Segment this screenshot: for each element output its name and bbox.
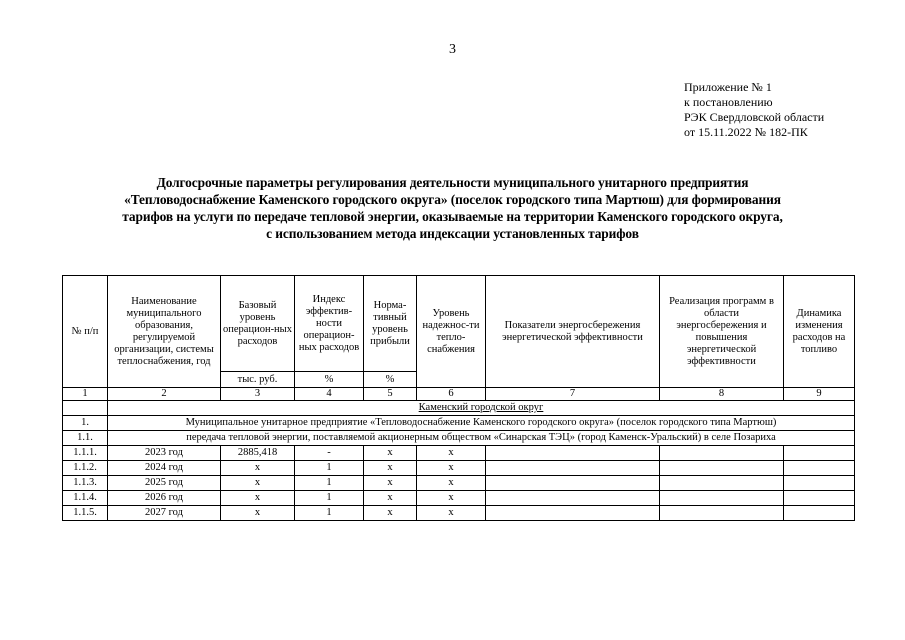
row-number: 1.1.4. — [63, 491, 108, 506]
header-row — [63, 276, 855, 372]
row-year: 2026 год — [108, 491, 221, 506]
row-reliability: х — [417, 446, 486, 461]
row-base-opex: 2885,418 — [221, 446, 295, 461]
table-row — [63, 461, 855, 476]
header-profit-level: Норма-тивный уровень прибыли — [364, 276, 417, 372]
org-row — [63, 416, 855, 431]
header-efficiency-index: Индекс эффектив-ности операцион-ных расходов — [295, 276, 364, 372]
row-year: 2027 год — [108, 506, 221, 521]
row-profit-level: х — [364, 446, 417, 461]
unit-profit-level: % — [364, 372, 417, 388]
row-reliability: х — [417, 491, 486, 506]
row-number: 1.1.2. — [63, 461, 108, 476]
row-profit-level: х — [364, 506, 417, 521]
row-year: 2025 год — [108, 476, 221, 491]
appendix-line: РЭК Свердловской области — [684, 110, 825, 124]
system-row — [63, 431, 855, 446]
system-name: передача тепловой энергии, поставляемой акционерным обществом «Синарская ТЭЦ» (город Каменск-Уральский) в селе Позариха — [108, 431, 855, 446]
column-number: 8 — [660, 388, 784, 401]
row-reliability: х — [417, 461, 486, 476]
row-base-opex: х — [221, 506, 295, 521]
row-number: 1. — [63, 416, 108, 431]
document-title — [60, 174, 845, 242]
row-year: 2024 год — [108, 461, 221, 476]
column-number: 5 — [364, 388, 417, 401]
row-number: 1.1.5. — [63, 506, 108, 521]
row-base-opex: х — [221, 461, 295, 476]
column-number: 4 — [295, 388, 364, 401]
section-title: Каменский городской округ — [108, 401, 855, 416]
header-energy-saving: Показатели энергосбережения энергетической эффективности — [486, 276, 660, 388]
header-number: № п/п — [63, 276, 108, 388]
header-name: Наименование муниципального образования, регулируемой организации, системы теплоснабжения, год — [108, 276, 221, 388]
row-efficiency-index: 1 — [295, 491, 364, 506]
column-number: 1 — [63, 388, 108, 401]
table-row — [63, 506, 855, 521]
row-reliability: х — [417, 506, 486, 521]
row-base-opex: х — [221, 476, 295, 491]
row-efficiency-index: 1 — [295, 461, 364, 476]
title-line: с использованием метода индексации установленных тарифов — [266, 226, 639, 241]
title-line: «Тепловодоснабжение Каменского городского округа» (поселок городского типа Мартюш) для формирования — [124, 192, 781, 207]
appendix-block — [684, 80, 824, 140]
column-number: 7 — [486, 388, 660, 401]
title-line: тарифов на услуги по передаче тепловой энергии, оказываемые на территории Каменского городского округа, — [122, 209, 783, 224]
header-base-opex: Базовый уровень операцион-ных расходов — [221, 276, 295, 372]
title-line: Долгосрочные параметры регулирования деятельности муниципального унитарного предприятия — [156, 175, 749, 190]
unit-efficiency-index: % — [295, 372, 364, 388]
row-efficiency-index: - — [295, 446, 364, 461]
appendix-line: к постановлению — [684, 95, 773, 109]
row-base-opex: х — [221, 491, 295, 506]
table-row — [63, 476, 855, 491]
table-row — [63, 491, 855, 506]
unit-base-opex: тыс. руб. — [221, 372, 295, 388]
header-programs: Реализация программ в области энергосбережения и повышения энергетической эффективности — [660, 276, 784, 388]
header-fuel-dynamics: Динамика изменения расходов на топливо — [784, 276, 855, 388]
column-number: 9 — [784, 388, 855, 401]
header-reliability: Уровень надежнос-ти тепло-снабжения — [417, 276, 486, 388]
row-year: 2023 год — [108, 446, 221, 461]
row-profit-level: х — [364, 476, 417, 491]
parameters-table — [62, 275, 855, 521]
org-name: Муниципальное унитарное предприятие «Тепловодоснабжение Каменского городского округа» (поселок городского типа Мартюш) — [108, 416, 855, 431]
row-efficiency-index: 1 — [295, 506, 364, 521]
row-efficiency-index: 1 — [295, 476, 364, 491]
column-numbers-row — [63, 388, 855, 401]
column-number: 6 — [417, 388, 486, 401]
row-number: 1.1. — [63, 431, 108, 446]
column-number: 3 — [221, 388, 295, 401]
page-number: 3 — [449, 42, 456, 57]
column-number: 2 — [108, 388, 221, 401]
row-number: 1.1.1. — [63, 446, 108, 461]
section-row — [63, 401, 855, 416]
row-number: 1.1.3. — [63, 476, 108, 491]
appendix-line: Приложение № 1 — [684, 80, 772, 94]
table-row — [63, 446, 855, 461]
appendix-line: от 15.11.2022 № 182-ПК — [684, 125, 808, 139]
row-profit-level: х — [364, 461, 417, 476]
row-profit-level: х — [364, 491, 417, 506]
row-reliability: х — [417, 476, 486, 491]
